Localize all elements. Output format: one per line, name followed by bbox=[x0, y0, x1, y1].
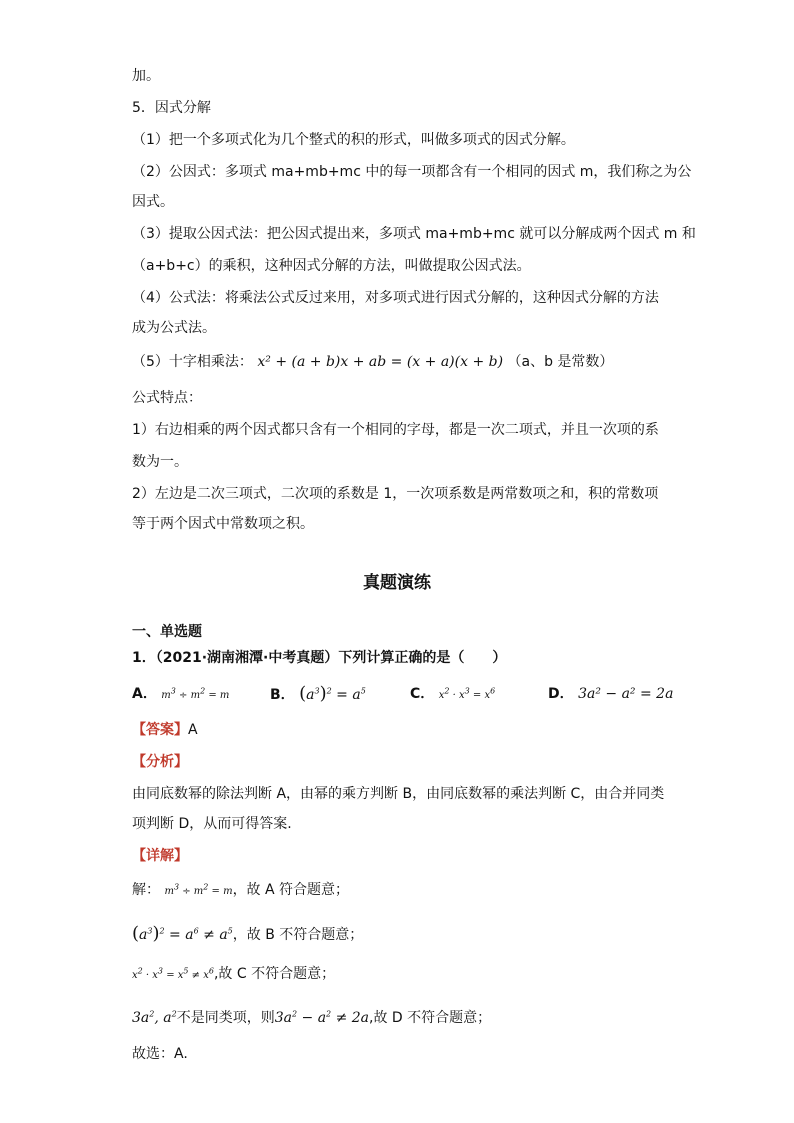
text-line: （3）提取公因式法：把公因式提出来，多项式 ma+mb+mc 就可以分解成两个因式 m 和 bbox=[132, 226, 696, 242]
text-suffix: （a、b 是常数） bbox=[507, 354, 614, 370]
detail-step-suffix: ，故 A 符合题意； bbox=[232, 882, 350, 898]
detail-conclusion: 故选：A. bbox=[132, 1046, 188, 1062]
analysis-label bbox=[132, 752, 188, 772]
detail-step-1-expr: $m^3 \div m^2 = m$ bbox=[164, 882, 233, 897]
detail-step-mid: 不是同类项，则 bbox=[176, 1010, 275, 1026]
option-c-expr: $x^2 \cdot x^3 = x^6$ bbox=[438, 686, 496, 701]
option-d-label: D． bbox=[548, 686, 574, 702]
analysis-line: 由同底数幂的除法判断 A，由幂的乘方判断 B，由同底数幂的乘法判断 C，由合并同类 bbox=[132, 786, 665, 802]
option-d bbox=[548, 684, 673, 704]
text-prefix: （5）十字相乘法： bbox=[132, 354, 253, 370]
text-line: 加。 bbox=[132, 68, 160, 84]
question-type: 一、单选题 bbox=[132, 624, 202, 640]
detail-step-3 bbox=[132, 964, 335, 986]
text-line: 成为公式法。 bbox=[132, 320, 216, 336]
option-b-expr: $(a^3)^2 = a^5$ bbox=[299, 683, 366, 704]
section-title: 真题演练 bbox=[363, 573, 431, 593]
option-c bbox=[410, 684, 495, 706]
answer-label: 【答案】 bbox=[132, 722, 188, 738]
detail-step-suffix: ，故 B 不符合题意； bbox=[232, 927, 364, 943]
option-d-expr: 3a² − a² = 2a bbox=[578, 686, 674, 702]
answer-line bbox=[132, 720, 198, 740]
option-b bbox=[270, 684, 366, 705]
option-a-expr: $m^3 \div m^2 = m$ bbox=[161, 686, 230, 701]
option-a-label: A． bbox=[132, 686, 157, 702]
detail-step-suffix: ,故 D 不符合题意； bbox=[369, 1010, 492, 1026]
text-line: 因式。 bbox=[132, 194, 174, 210]
text-line: 公式特点： bbox=[132, 390, 202, 406]
text-line: （2）公因式：多项式 ma+mb+mc 中的每一项都含有一个相同的因式 m，我们称之为公 bbox=[132, 164, 692, 180]
detail-step-prefix: 解： bbox=[132, 882, 160, 898]
detail-label bbox=[132, 846, 188, 866]
text-line: （1）把一个多项式化为几个整式的积的形式，叫做多项式的因式分解。 bbox=[132, 132, 575, 148]
text-line: 1）右边相乘的两个因式都只含有一个相同的字母，都是一次二项式，并且一次项的系 bbox=[132, 422, 659, 438]
detail-step-4 bbox=[132, 1008, 491, 1028]
option-b-label: B． bbox=[270, 687, 295, 703]
detail-step-suffix: ,故 C 不符合题意； bbox=[213, 966, 336, 982]
answer-value: A bbox=[188, 722, 198, 738]
detail-step-1 bbox=[132, 880, 349, 902]
text-line: 2）左边是二次三项式，二次项的系数是 1，一次项系数是两常数项之和，积的常数项 bbox=[132, 486, 659, 502]
text-line: 数为一。 bbox=[132, 454, 188, 470]
text-line: （4）公式法：将乘法公式反过来用，对多项式进行因式分解的，这种因式分解的方法 bbox=[132, 290, 659, 306]
detail-step-4-terms: $3a^2$, $a^2$ bbox=[132, 1009, 177, 1026]
option-c-label: C． bbox=[410, 686, 435, 702]
option-a bbox=[132, 684, 229, 706]
text-line: （a+b+c）的乘积，这种因式分解的方法，叫做提取公因式法。 bbox=[132, 258, 531, 274]
detail-step-4-expr: $3a^2 - a^2 \ne 2a$ bbox=[274, 1009, 370, 1026]
cross-multiplication-formula: x² + (a + b)x + ab = (x + a)(x + b) bbox=[257, 354, 504, 370]
cross-multiplication-line bbox=[132, 352, 613, 372]
analysis-label-text: 【分析】 bbox=[132, 754, 188, 770]
question-stem: 1．（2021·湖南湘潭·中考真题）下列计算正确的是（ ） bbox=[132, 650, 507, 666]
subsection-heading: 5．因式分解 bbox=[132, 100, 211, 116]
detail-step-3-expr: $x^2 \cdot x^3 = x^5 \ne x^6$ bbox=[132, 966, 214, 981]
text-line: 等于两个因式中常数项之积。 bbox=[132, 516, 314, 532]
detail-step-2-expr: $(a^3)^2 = a^6 \ne a^5$ bbox=[132, 923, 233, 944]
detail-label-text: 【详解】 bbox=[132, 848, 188, 864]
analysis-line: 项判断 D，从而可得答案. bbox=[132, 816, 292, 832]
detail-step-2 bbox=[132, 924, 363, 945]
